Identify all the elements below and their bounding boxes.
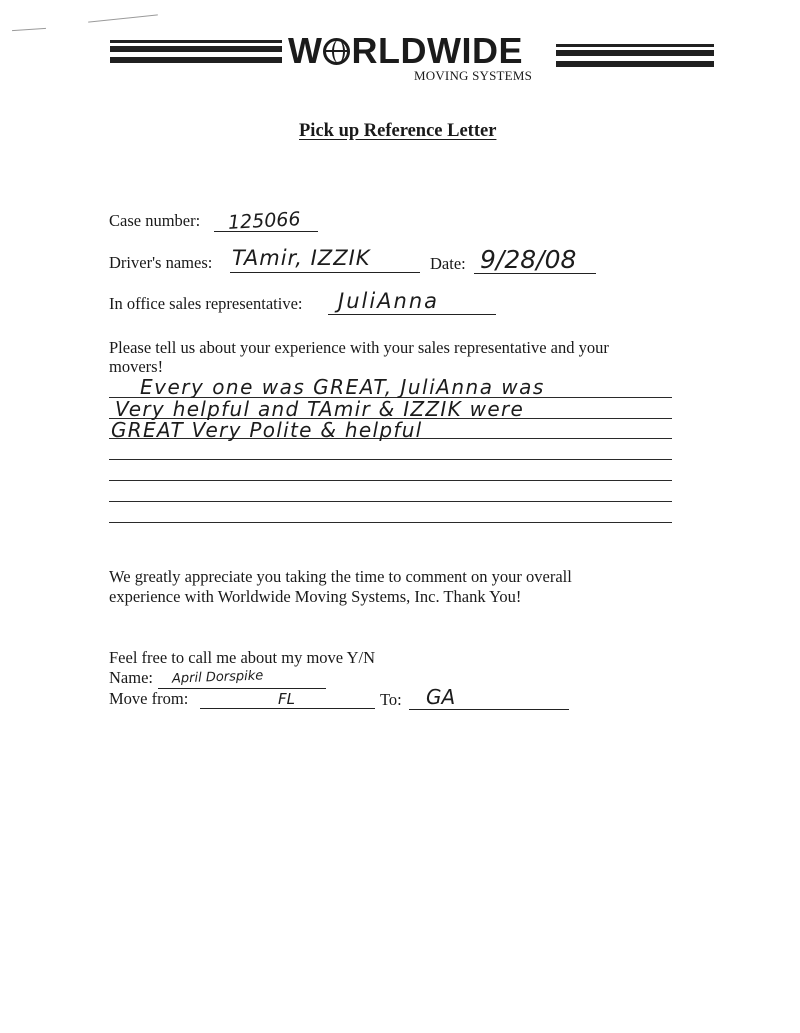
comment-line-1: Every one was GREAT, JuliAnna was	[140, 375, 545, 399]
drivers-underline	[230, 272, 420, 273]
move-from-value: FL	[278, 690, 295, 708]
scan-mark	[12, 28, 46, 31]
name-label: Name:	[109, 668, 153, 687]
comment-rule	[109, 459, 672, 460]
drivers-value: TAmir, IZZIK	[232, 246, 371, 270]
comment-line-3: GREAT Very Polite & helpful	[111, 418, 423, 442]
sales-rep-underline	[328, 314, 496, 315]
thanks-line-1: We greatly appreciate you taking the time to comment on your overall	[109, 567, 572, 586]
comment-rule	[109, 501, 672, 502]
document-title: Pick up Reference Letter	[299, 121, 497, 141]
comment-rule	[109, 480, 672, 481]
comment-line-2: Very helpful and TAmir & IZZIK were	[115, 397, 525, 421]
case-number-value: 125066	[227, 208, 302, 234]
move-to-underline	[409, 709, 569, 710]
move-to-value: GA	[426, 685, 456, 709]
scan-mark	[88, 14, 158, 22]
globe-icon	[323, 38, 350, 65]
drivers-label: Driver's names:	[109, 253, 213, 272]
move-from-label: Move from:	[109, 689, 189, 708]
date-label: Date:	[430, 254, 466, 273]
logo-rule	[110, 57, 282, 63]
thanks-line-2: experience with Worldwide Moving Systems, Inc. Thank You!	[109, 587, 522, 606]
logo-rule	[110, 40, 282, 43]
sales-rep-label: In office sales representative:	[109, 294, 303, 313]
logo-rule	[556, 61, 714, 67]
logo-wordmark-start: W	[288, 30, 323, 71]
logo-wordmark	[288, 30, 523, 71]
comment-rule	[109, 522, 672, 523]
experience-prompt-line-1: Please tell us about your experience with your sales representative and your	[109, 338, 609, 357]
logo-wordmark-end: RLDWIDE	[351, 30, 523, 71]
case-number-label: Case number:	[109, 211, 201, 230]
logo-tagline: MOVING SYSTEMS	[414, 68, 533, 83]
logo-rule	[556, 44, 714, 47]
move-to-label: To:	[380, 690, 402, 709]
date-value: 9/28/08	[480, 245, 577, 274]
sales-rep-value: JuliAnna	[338, 289, 440, 313]
logo-rule	[556, 50, 714, 56]
move-from-underline	[200, 708, 375, 709]
call-permission-label: Feel free to call me about my move Y/N	[109, 648, 376, 667]
logo-rule	[110, 46, 282, 52]
name-value: April Dorspike	[171, 668, 264, 687]
experience-prompt-line-2: movers!	[109, 357, 164, 376]
